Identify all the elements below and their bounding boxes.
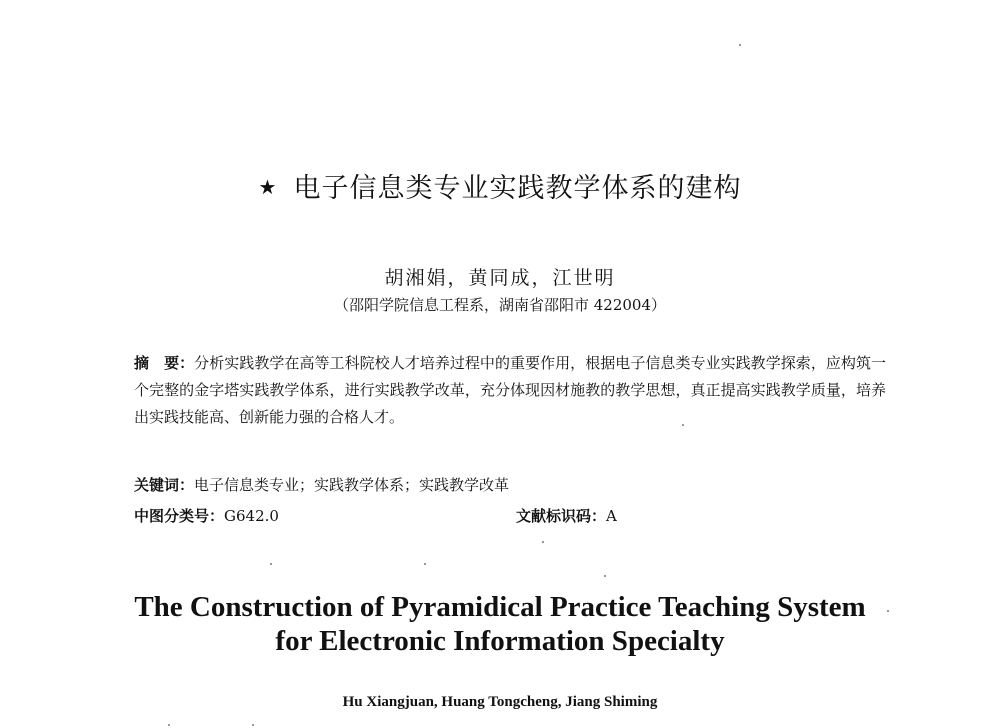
abstract-text: 分析实践教学在高等工科院校人才培养过程中的重要作用，根据电子信息类专业实践教学探索，应构筑一个完整的金字塔实践教学体系，进行实践教学改革，充分体现因材施教的教学思想，真正提高实践教学质量，培养出实践技能高、创新能力强的合格人才。 bbox=[134, 354, 886, 426]
keywords bbox=[134, 474, 509, 495]
chinese-authors: 胡湘娟，黄同成，江世明 bbox=[384, 267, 616, 289]
english-title bbox=[0, 590, 1000, 658]
clc-label: 中图分类号： bbox=[134, 507, 225, 525]
scan-speck bbox=[739, 44, 741, 46]
scan-speck bbox=[887, 610, 889, 612]
document-code-value: A bbox=[606, 507, 617, 525]
abstract-label: 摘 要： bbox=[134, 354, 195, 372]
abstract bbox=[134, 350, 886, 431]
scan-speck bbox=[682, 424, 684, 426]
keywords-text: 电子信息类专业；实践教学体系；实践教学改革 bbox=[194, 476, 510, 494]
keywords-label: 关键词： bbox=[134, 476, 195, 494]
document-code-label: 文献标识码： bbox=[516, 507, 607, 525]
english-title-line-1: The Construction of Pyramidical Practice Teaching System bbox=[134, 591, 866, 623]
chinese-affiliation: （邵阳学院信息工程系，湖南省邵阳市 422004） bbox=[333, 296, 667, 314]
document-code bbox=[516, 505, 617, 526]
chinese-title bbox=[0, 166, 1000, 205]
scan-speck bbox=[252, 724, 254, 726]
english-title-line-2: for Electronic Information Specialty bbox=[275, 625, 725, 657]
scan-speck bbox=[542, 541, 544, 543]
clc-number bbox=[134, 505, 279, 526]
scan-speck bbox=[168, 724, 170, 726]
star-icon: ★ bbox=[258, 175, 278, 199]
clc-value: G642.0 bbox=[224, 507, 279, 525]
english-authors: Hu Xiangjuan, Huang Tongcheng, Jiang Shiming bbox=[342, 694, 658, 710]
chinese-title-text: 电子信息类专业实践教学体系的建构 bbox=[293, 173, 742, 204]
scan-speck bbox=[270, 563, 272, 565]
scan-speck bbox=[424, 563, 426, 565]
scan-speck bbox=[604, 575, 606, 577]
